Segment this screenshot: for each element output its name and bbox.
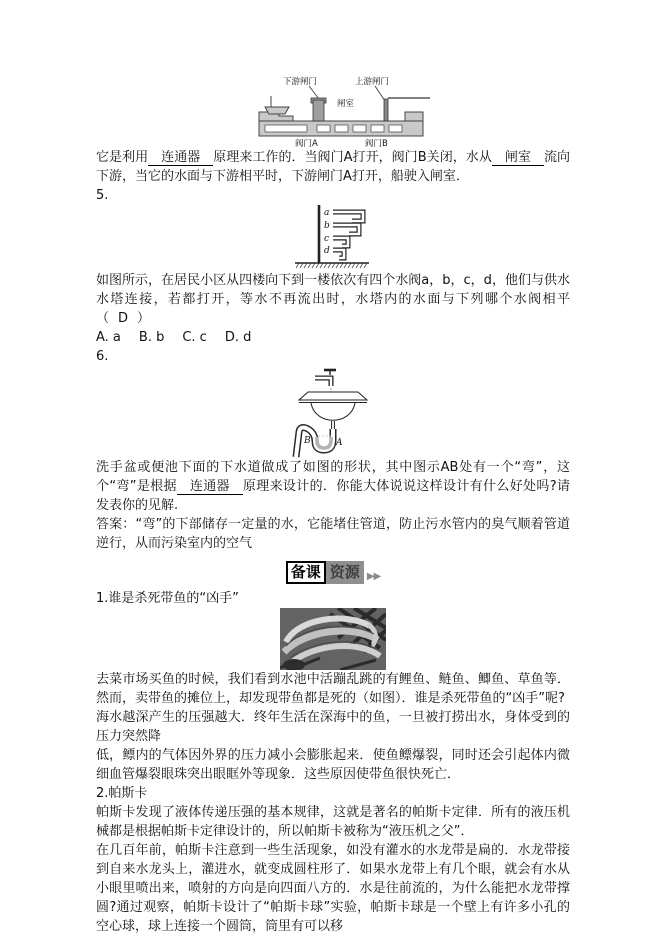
section-2-paragraph: 帕斯卡发现了液体传递压强的基本规律，这就是著名的帕斯卡定律．所有的液压机械都是根据帕斯卡定律设计的，所以帕斯卡被称为“液压机之父”． — [96, 805, 570, 839]
double-arrow-icon: ▶▶ — [366, 571, 381, 582]
text-run: 流向下游，当它的水面与下游相平时，下游闸门A打开，船驶入闸室． — [96, 150, 570, 184]
tap-b-label: b — [324, 221, 330, 231]
ground-hatching — [296, 263, 367, 268]
trap-water — [317, 437, 331, 448]
document-content — [96, 0, 570, 935]
section-1-paragraph: 低，鳔内的气体因外界的压力减小会膨胀起来．使鱼鳔爆裂，同时还会引起体内微细血管爆裂眼珠突出眼眶外等现象．这些原因使带鱼很快死亡． — [96, 748, 570, 782]
canal-lock-figure-wrap — [96, 74, 570, 148]
dead-hairtail-fish-photo — [280, 608, 386, 670]
answer-label: 答案： — [96, 517, 136, 532]
lock-chamber-label: 闸室 — [337, 99, 355, 109]
question-5-number: 5. — [96, 188, 109, 203]
text-run: 如图所示，在居民小区从四楼向下到一楼依次有四个水阀a，b，c，d，他们与供水水塔连接，若都打开，等水不再流出时，水塔内的水面与下列哪个水阀相平（ — [96, 273, 570, 326]
lesson-resources-badge — [96, 561, 570, 584]
badge-beike: 备课 — [286, 561, 326, 584]
water-taps-figure — [291, 205, 375, 271]
option-b: B. b — [138, 330, 165, 345]
water-taps-figure-wrap — [96, 205, 570, 271]
basin-shape — [299, 392, 367, 420]
tap-a-label: a — [324, 208, 330, 218]
answer-text: “弯”的下部储存一定量的水，它能堵住管道，防止污水管内的臭气顺着管道逆行，从而污染室内的空气 — [96, 517, 570, 551]
text-run: 洗手盆或便池下面的下水道做成了如图的形状，其中图示AB处有一个“弯”，这个“弯”是根据 — [96, 460, 570, 494]
question-5-answer: D — [118, 311, 129, 326]
fill-blank-answer: 连通器 — [177, 479, 243, 495]
section-2-paragraph: 在几百年前，帕斯卡注意到一些生活现象，如没有灌水的水龙带是扁的．水龙带接到自来水龙头上，灌进水，就变成圆柱形了．如果水龙带上有几个眼，就会有水从小眼里喷出来，喷射的方向是向四面八方的．水是往前流的，为什么能把水龙带撑圆?通过观察，帕斯卡设计了“帕斯卡球”实验，帕斯卡球是一个壁上有许多小孔的空心球，球上连接一个圆筒，筒里有可以移 — [96, 843, 570, 934]
tap-c-shape — [333, 238, 348, 246]
text-run: 原理来工作的．当阀门A打开，阀门B关闭，水从 — [213, 150, 492, 165]
tap-d-shape — [333, 250, 344, 258]
upstream-gate-shape — [384, 99, 388, 121]
valve-a-label: 阀门A — [295, 139, 318, 148]
question-5-text — [96, 271, 570, 328]
drain-trap-shape — [296, 421, 334, 457]
tap-c-label: c — [324, 234, 330, 244]
lock-description-paragraph — [96, 148, 570, 186]
washbasin-trap-figure — [285, 366, 381, 458]
trap-label-b: B — [304, 436, 311, 446]
text-run: 原理来设计的．你能大体说说这样设计有什么好处吗?请发表你的见解. — [96, 479, 570, 513]
fill-blank-answer: 闸室 — [492, 150, 544, 166]
text-run: 它是利用 — [96, 150, 149, 165]
tap-b-shape — [333, 225, 359, 234]
badge-ziyuan: 资源 — [326, 561, 364, 584]
valve-b-label: 阀门B — [365, 139, 388, 148]
washbasin-figure-wrap — [96, 366, 570, 458]
downstream-gate-label: 下游闸门 — [283, 77, 318, 87]
option-a: A. a — [96, 330, 121, 345]
fill-blank-answer: 连通器 — [148, 150, 213, 166]
tap-a-shape — [333, 212, 363, 221]
fish-photo-wrap — [96, 608, 570, 670]
section-1-paragraph: 海水越深产生的压强越大．终年生活在深海中的鱼，一旦被打捞出水，身体受到的压力突然降 — [96, 710, 570, 744]
option-d: D. d — [224, 330, 252, 345]
upstream-gate-label: 上游闸门 — [355, 77, 390, 87]
tap-d-label: d — [324, 246, 330, 256]
canal-lock-figure — [253, 74, 431, 148]
fish-eye — [368, 642, 371, 645]
option-c: C. c — [182, 330, 207, 345]
section-1-title: 1.谁是杀死带鱼的“凶手” — [96, 591, 239, 606]
question-6-number: 6. — [96, 349, 109, 364]
section-2-title: 2.帕斯卡 — [96, 786, 148, 801]
question-5-options — [96, 328, 570, 347]
boat-shape — [265, 107, 289, 114]
section-1-paragraph: 去菜市场买鱼的时候，我们看到水池中活蹦乱跳的有鲤鱼、鲢鱼、鲫鱼、草鱼等．然而，卖带鱼的摊位上，却发现带鱼都是死的（如图）．谁是杀死带鱼的“凶手”呢? — [96, 672, 570, 706]
question-6-answer — [96, 515, 570, 553]
question-6-text — [96, 458, 570, 515]
trap-label-a: A — [336, 438, 343, 448]
text-run: ） — [137, 311, 151, 326]
faucet-shape — [315, 370, 336, 393]
